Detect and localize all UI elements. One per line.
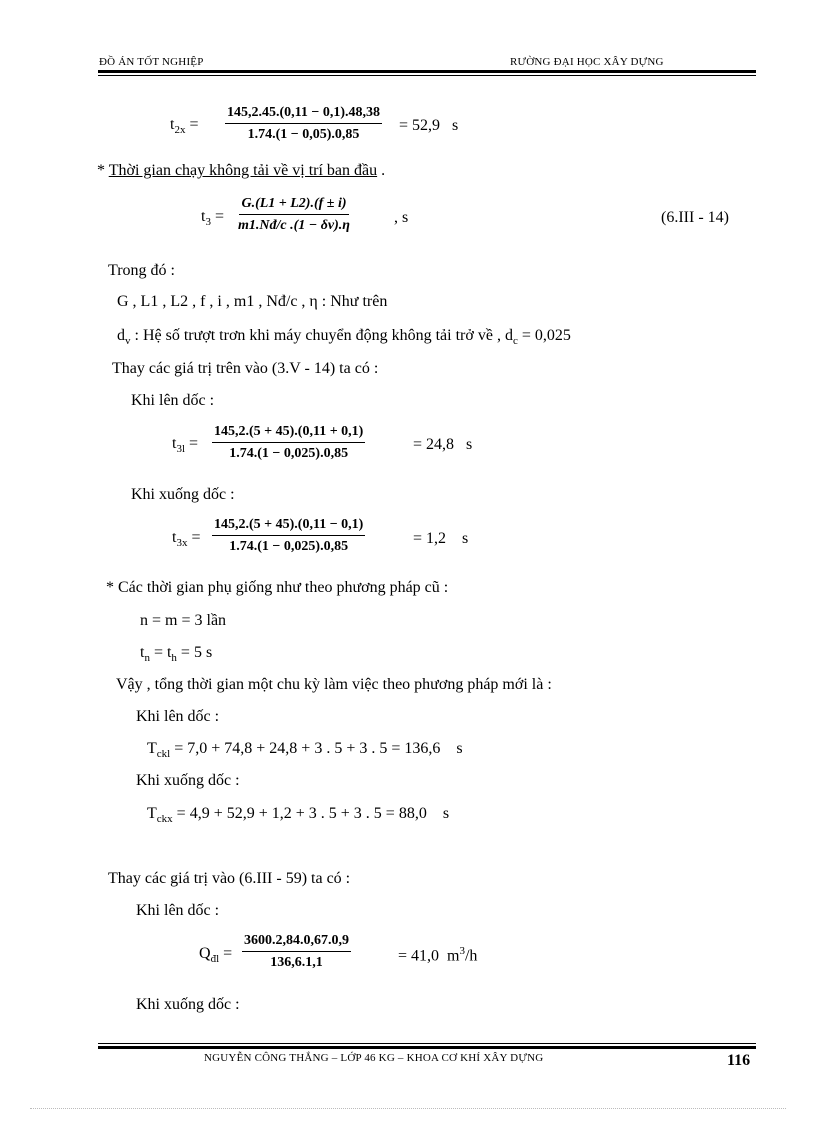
eq-t3-unit: , s: [394, 209, 409, 226]
cycle-up-label: Khi lên dốc :: [136, 708, 220, 725]
eq-t3-numerator: G.(L1 + L2).(f ± i): [239, 196, 348, 215]
header-rule-thick: [98, 70, 756, 73]
q-up-label: Khi lên dốc :: [136, 902, 220, 919]
eq-t3l-lhs: $t_{3l}$ =: [172, 435, 199, 456]
eq-t3x-numerator: 145,2.(5 + 45).(0,11 − 0,1): [212, 517, 365, 536]
eq-qdl-fraction: [242, 933, 351, 971]
eq-t3-ref: (6.III - 14): [661, 209, 729, 226]
uphill-label: Khi lên dốc :: [131, 392, 215, 409]
page-edge-dots: [30, 1108, 786, 1109]
substitute-line-2: Thay các giá trị vào (6.III - 59) ta có :: [108, 870, 351, 887]
eq-t3x-result: = 1,2 s: [413, 530, 469, 547]
eq-t2x-lhs: $t_{2x}$ =: [170, 116, 199, 137]
eq-t3l-numerator: 145,2.(5 + 45).(0,11 + 0,1): [212, 424, 365, 443]
eq-t3l-result: = 24,8 s: [413, 436, 473, 453]
eq-t2x-fraction: [225, 105, 382, 143]
eq-t2x-result: = 52,9 s: [399, 117, 459, 134]
tckl-line: $T_{ckl} = 7,0 + 74,8 + 24,8 + 3$ . 5 + 3 . 5 = 136,6 s: [147, 740, 463, 761]
section-t3-heading: * Thời gian chạy không tải về vị trí ban đầu .: [97, 162, 386, 179]
header-rule-thin: [98, 75, 756, 76]
aux-times-heading: * Các thời gian phụ giống như theo phương pháp cũ :: [106, 579, 449, 596]
footer-rule-thin: [98, 1043, 756, 1044]
eq-t3l-denominator: 1.74.(1 − 0,025).0,85: [229, 446, 349, 461]
eq-t2x-numerator: 145,2.45.(0,11 − 0,1).48,38: [225, 105, 382, 124]
eq-qdl-denominator: 136,6.1,1: [270, 955, 323, 970]
substitute-line-1: Thay các giá trị trên vào (3.V - 14) ta có :: [112, 360, 379, 377]
header-left: ĐỒ ÁN TỐT NGHIỆP: [99, 56, 204, 68]
nm-line: n = m = 3 lần: [140, 612, 227, 629]
eq-t3x-lhs: $t_{3x}$ =: [172, 529, 201, 550]
downhill-label: Khi xuống dốc :: [131, 486, 235, 503]
where-dv-line: $d_v$ : Hệ số trượt trơn khi máy chuyển động không tải trở về , $d_c = 0,025$: [117, 327, 571, 348]
where-label: Trong đó :: [108, 262, 175, 279]
eq-qdl-result: = 41,0 $m^3/h$: [398, 945, 478, 965]
eq-qdl-numerator: 3600.2,84.0,67.0,9: [242, 933, 351, 952]
tckx-line: $T_{ckx} = 4,9 + 52,9 + 1,2 + 3$ . 5 + 3 . 5 = 88,0 s: [147, 805, 450, 826]
eq-t2x-denominator: 1.74.(1 − 0,05).0,85: [247, 127, 360, 142]
eq-qdl-lhs: $Q_{đl}$ =: [199, 945, 233, 966]
tn-line: $t_n = t_h = 5$ s: [140, 644, 213, 665]
where-vars-line: G , L1 , L2 , f , i , m1 , Nđ/c , η : Như trên: [117, 293, 388, 310]
header-right: RƯỜNG ĐẠI HỌC XÂY DỰNG: [510, 56, 664, 68]
eq-t3-denominator: m1.Nđ/c .(1 − δv).η: [238, 218, 350, 233]
eq-t3-fraction: [236, 196, 352, 234]
q-down-label: Khi xuống dốc :: [136, 996, 240, 1013]
eq-t3-lhs: $t_3$ =: [201, 208, 224, 229]
page-number: 116: [727, 1052, 751, 1069]
footer-rule-thick: [98, 1046, 756, 1049]
footer-text: NGUYỄN CÔNG THẮNG – LỚP 46 KG – KHOA CƠ KHÍ XÂY DỰNG: [204, 1052, 544, 1064]
cycle-down-label: Khi xuống dốc :: [136, 772, 240, 789]
eq-t3l-fraction: [212, 424, 365, 462]
eq-t3x-fraction: [212, 517, 365, 555]
eq-t3x-denominator: 1.74.(1 − 0,025).0,85: [229, 539, 349, 554]
cycle-intro: Vậy , tổng thời gian một chu kỳ làm việc theo phương pháp mới là :: [116, 676, 552, 693]
